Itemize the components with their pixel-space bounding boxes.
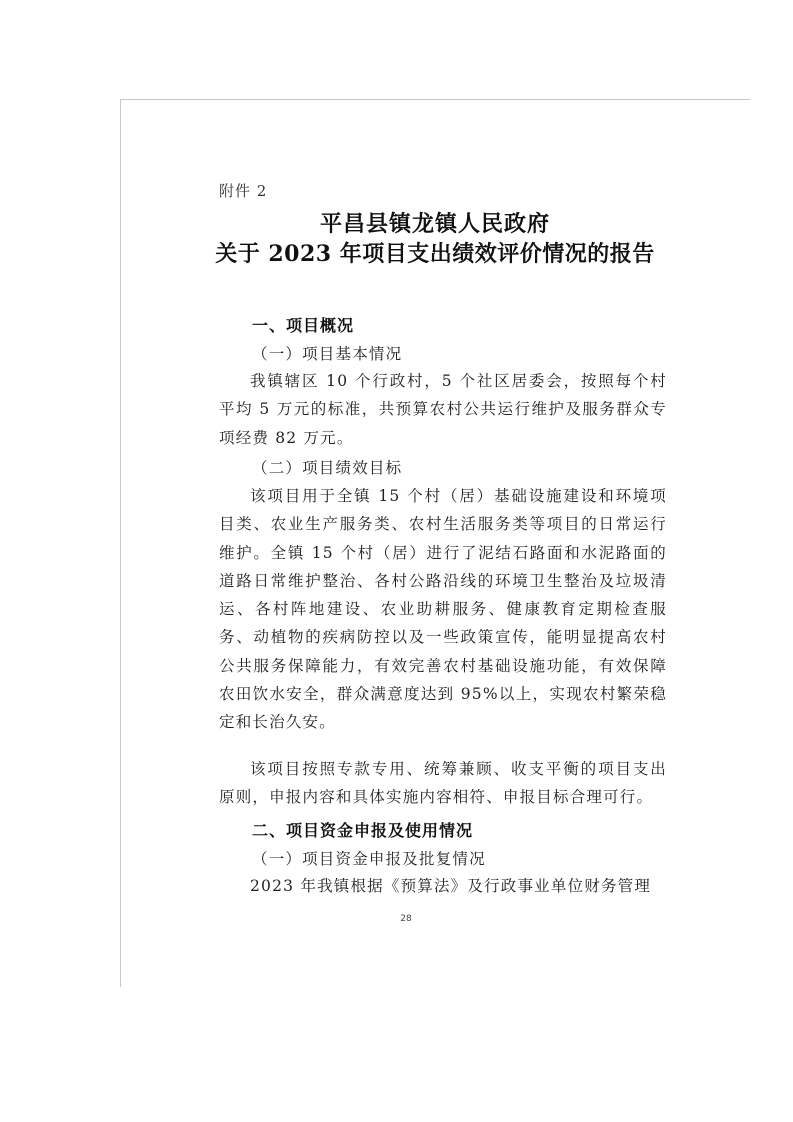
paragraph-principles: 该项目按照专款专用、统筹兼顾、收支平衡的项目支出原则，申报内容和具体实施内容相符、申报目标合理可行。 bbox=[219, 760, 667, 807]
page-border-left bbox=[120, 99, 121, 987]
section2-heading: 二、项目资金申报及使用情况 bbox=[252, 821, 474, 840]
section2-subheading-1: （一）项目资金申报及批复情况 bbox=[252, 850, 486, 868]
paragraph-basic-info: 我镇辖区 10 个行政村，5 个社区居委会，按照每个村平均 5 万元的标准，共预算农村公共运行维护及服务群众专项经费 82 万元。 bbox=[219, 372, 667, 447]
document-title-line1: 平昌县镇龙镇人民政府 bbox=[319, 211, 550, 237]
page-number: 28 bbox=[400, 914, 412, 924]
paragraph-funding-application: 2023 年我镇根据《预算法》及行政事业单位财务管理 bbox=[250, 877, 652, 895]
attachment-label: 附件 2 bbox=[219, 182, 268, 200]
section1-heading: 一、项目概况 bbox=[252, 316, 355, 335]
section1-subheading-1: （一）项目基本情况 bbox=[252, 345, 403, 363]
section1-subheading-2: （二）项目绩效目标 bbox=[252, 459, 403, 477]
page-border-top bbox=[120, 99, 750, 100]
document-title-line2: 关于 2023 年项目支出绩效评价情况的报告 bbox=[215, 241, 655, 267]
paragraph-performance-goals: 该项目用于全镇 15 个村（居）基础设施建设和环境项目类、农业生产服务类、农村生活服务类等项目的日常运行维护。全镇 15 个村（居）进行了泥结石路面和水泥路面的道路日常维护整治、各村公路沿线的环境卫生整治及垃圾清运、各村阵地建设、农业助耕服务、健康教育定期检查服务、动植物的疾病防控以及一些政策宣传，能明显提高农村公共服务保障能力，有效完善农村基础设施功能，有效保障农田饮水安全，群众满意度达到 95%以上，实现农村繁荣稳定和长治久安。 bbox=[219, 487, 667, 732]
